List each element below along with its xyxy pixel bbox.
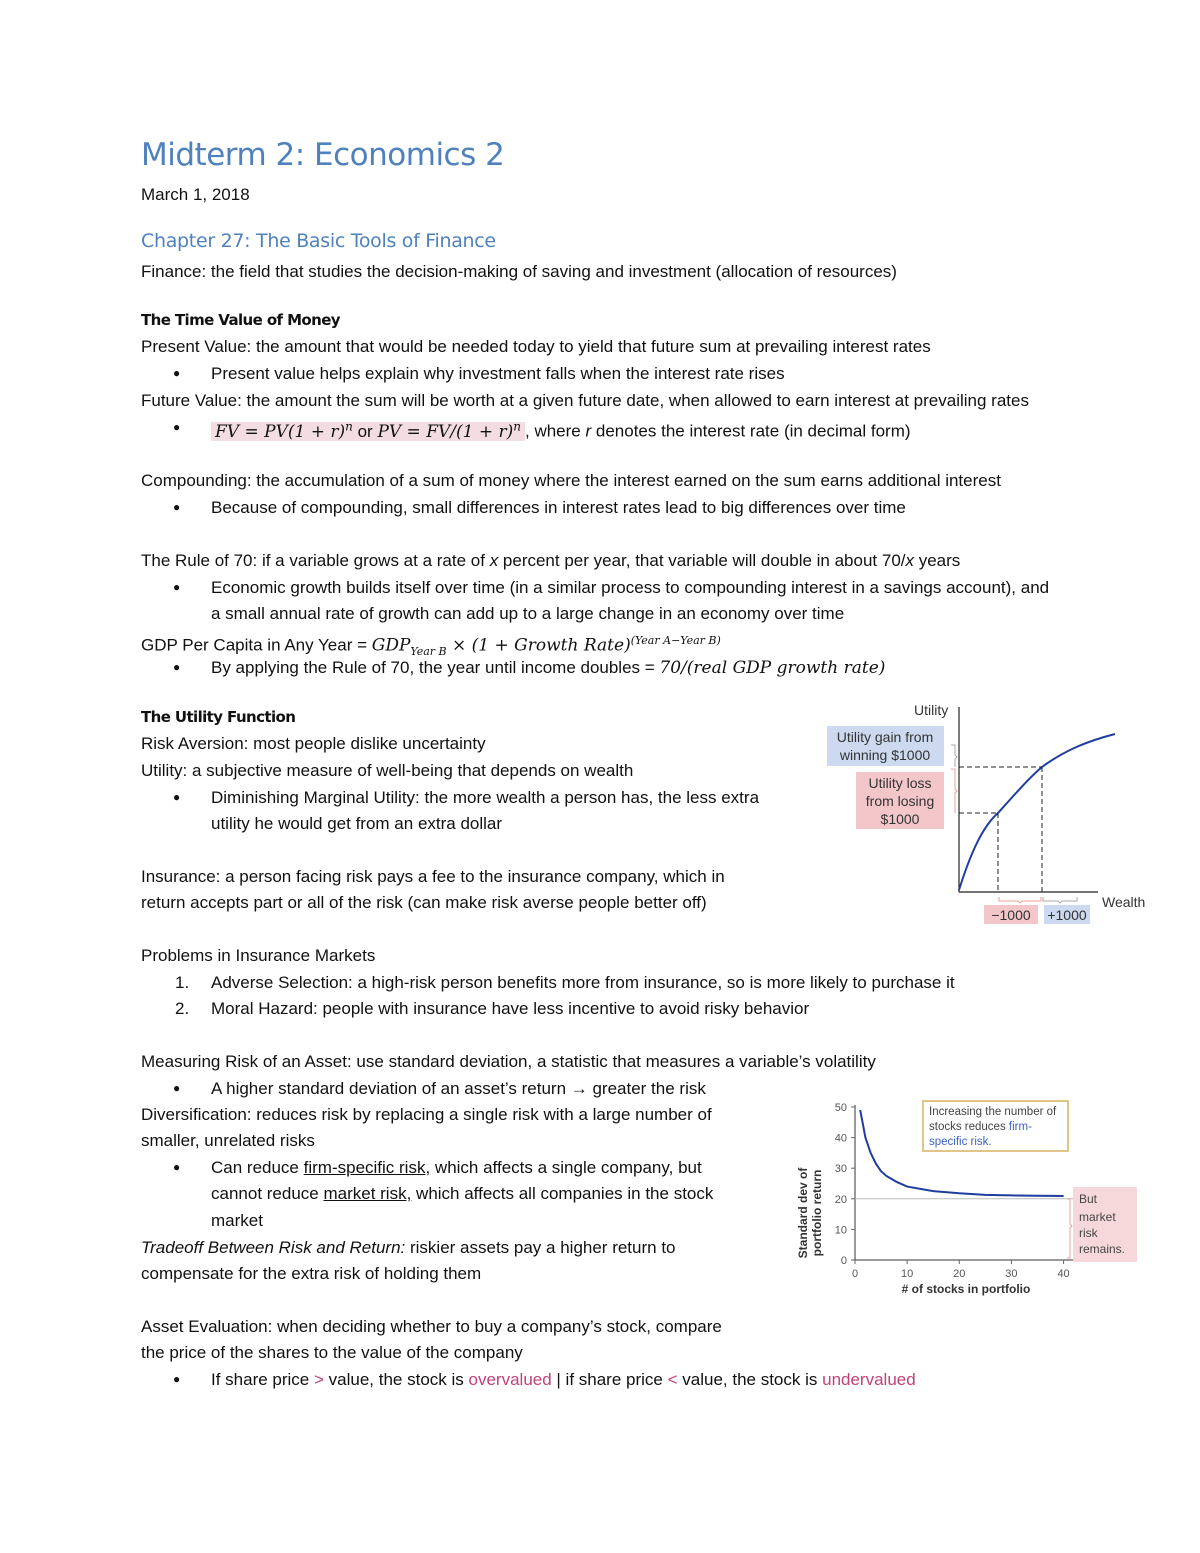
utility-chart	[820, 695, 1160, 930]
tradeoff-line1	[141, 1235, 676, 1261]
rule70-text-3: years	[914, 551, 961, 570]
formula-text: , where	[525, 421, 586, 441]
loss-label-3: $1000	[880, 811, 920, 827]
loss-label-1: Utility loss	[868, 775, 932, 791]
problem-number: 2.	[175, 999, 190, 1018]
pv-exponent: n	[513, 419, 521, 433]
y-tick-label: 20	[834, 1193, 847, 1206]
time-value-heading: The Time Value of Money	[141, 311, 340, 329]
tradeoff-italic: Tradeoff Between Risk and Return:	[141, 1238, 406, 1257]
dmu-line2: utility he would get from an extra dollar	[211, 814, 503, 833]
fv-formula: FV = PV(1 + r)	[215, 421, 346, 442]
x-axis-label: # of stocks in portfolio	[901, 1282, 1031, 1296]
gdp-bullet-text: By applying the Rule of 70, the year until income doubles =	[211, 658, 660, 677]
measuring-risk: Measuring Risk of an Asset: use standard deviation, a statistic that measures a variable’s volatility	[141, 1052, 876, 1071]
market-risk-brace	[1067, 1199, 1072, 1258]
measuring-bullet: A higher standard deviation of an asset’s return → greater the risk	[211, 1079, 706, 1098]
gdp-math-rest: × (1 + Growth Rate)	[446, 635, 631, 656]
insurance-line2: return accepts part or all of the risk (can make risk averse people better off)	[141, 893, 707, 912]
finance-definition: Finance: the field that studies the decision-making of saving and investment (allocation of resources)	[141, 262, 897, 281]
plus-brace	[1043, 897, 1077, 903]
y-axis-label-2: portfolio return	[810, 1169, 824, 1257]
rule70-x: x	[489, 551, 499, 570]
y-axis-label-1: Standard dev of	[796, 1167, 810, 1259]
div-text: which affects a single company, but	[430, 1158, 702, 1177]
utility-axis-label: Utility	[914, 702, 949, 718]
market-risk-annotation: remains.	[1079, 1242, 1126, 1256]
asset-text: | if share price	[551, 1370, 668, 1389]
firm-risk-annotation-1: Increasing the number of	[929, 1106, 1057, 1118]
wealth-axis-label: Wealth	[1102, 894, 1146, 910]
rule70-text-1: The Rule of 70: if a variable grows at a rate of	[141, 551, 490, 570]
future-value-definition: Future Value: the amount the sum will be worth at a given future date, when allowed to earn interest at prevailing rates	[141, 391, 1029, 410]
x-tick-label: 20	[953, 1268, 966, 1280]
problem-number: 1.	[175, 973, 190, 992]
page-title: Midterm 2: Economics 2	[141, 137, 505, 173]
asset-eval-bullet	[211, 1367, 916, 1393]
bullet: ●	[173, 420, 181, 434]
fv-exponent: n	[345, 419, 353, 433]
gain-label-2: winning $1000	[839, 747, 931, 763]
less-sign: <	[667, 1370, 678, 1389]
diversification-chart	[790, 1095, 1150, 1305]
annot-blue: firm-	[1008, 1121, 1032, 1133]
compounding-definition: Compounding: the accumulation of a sum of money where the interest earned on the sum earns additional interest	[141, 471, 1001, 490]
bullet: ●	[173, 1372, 181, 1386]
tradeoff-line2: compensate for the extra risk of holding them	[141, 1264, 482, 1283]
pv-formula: PV = FV/(1 + r)	[377, 421, 514, 442]
utility-heading: The Utility Function	[141, 708, 296, 726]
x-tick-label: 40	[1057, 1268, 1070, 1280]
gdp-sup: (Year A−Year B)	[630, 634, 721, 647]
tradeoff-rest: riskier assets pay a higher return to	[405, 1238, 676, 1257]
problem-item: Adverse Selection: a high-risk person benefits more from insurance, so is more likely to purchase it	[211, 973, 955, 992]
x-tick-label: 10	[901, 1268, 914, 1280]
overvalued: overvalued	[468, 1370, 552, 1389]
gdp-sub: Year B	[410, 645, 447, 659]
loss-brace	[951, 769, 957, 813]
div-text: cannot reduce	[211, 1184, 324, 1203]
problem-item: Moral Hazard: people with insurance have less incentive to avoid risky behavior	[211, 999, 810, 1018]
gdp-bullet-math: 70/(real GDP growth rate)	[659, 658, 886, 678]
gdp-label: GDP Per Capita in Any Year =	[141, 635, 372, 655]
y-tick-label: 50	[834, 1102, 847, 1114]
rule-of-70	[141, 548, 960, 574]
diversification-bullet-3: market	[211, 1211, 263, 1230]
firm-risk-annotation-2	[929, 1121, 1032, 1133]
present-value-definition: Present Value: the amount that would be needed today to yield that future sum at prevailing interest rates	[141, 337, 931, 356]
bullet: ●	[173, 1081, 181, 1095]
formula-text-2: denotes the interest rate (in decimal form)	[591, 421, 911, 441]
market-risk: market risk,	[323, 1184, 412, 1203]
undervalued: undervalued	[822, 1370, 916, 1389]
market-risk-annotation: But	[1079, 1192, 1098, 1206]
asset-eval-line2: the price of the shares to the value of the company	[141, 1343, 523, 1362]
rule70-x-2: x	[905, 551, 914, 570]
loss-label-2: from losing	[865, 793, 935, 809]
div-text: which affects all companies in the stock	[411, 1184, 714, 1203]
insurance-line1: Insurance: a person facing risk pays a fee to the insurance company, which in	[141, 867, 725, 886]
rule70-bullet-line2: a small annual rate of growth can add up to a large change in an economy over time	[211, 604, 845, 623]
diversification-line1: Diversification: reduces risk by replacing a single risk with a large number of	[141, 1105, 712, 1124]
y-tick-label: 0	[840, 1255, 847, 1267]
minus-label: −1000	[991, 907, 1031, 923]
asset-text: If share price	[211, 1370, 314, 1389]
rule70-bullet-line1: Economic growth builds itself over time (in a similar process to compounding interest in a savings account), and	[211, 578, 1050, 597]
diversification-bullet-1	[211, 1155, 702, 1181]
formula-r: r	[585, 421, 592, 441]
or-word: or	[357, 421, 373, 441]
plus-label: +1000	[1047, 907, 1087, 923]
date: March 1, 2018	[141, 185, 250, 204]
firm-specific-risk: firm-specific risk,	[303, 1158, 431, 1177]
bullet: ●	[173, 790, 181, 804]
x-tick-label: 30	[1005, 1268, 1018, 1280]
utility-definition: Utility: a subjective measure of well-being that depends on wealth	[141, 761, 634, 780]
bullet: ●	[173, 500, 181, 514]
utility-curve	[959, 734, 1115, 890]
div-text: Can reduce	[211, 1158, 304, 1177]
gain-label-1: Utility gain from	[836, 729, 934, 745]
asset-eval-line1: Asset Evaluation: when deciding whether to buy a company’s stock, compare	[141, 1317, 722, 1336]
asset-text: value, the stock is	[677, 1370, 823, 1389]
gdp-math: GDP	[371, 635, 411, 656]
chapter-heading: Chapter 27: The Basic Tools of Finance	[141, 230, 496, 252]
bullet: ●	[173, 660, 181, 674]
annot-text: stocks reduces	[929, 1121, 1009, 1133]
future-value-formula	[211, 413, 911, 445]
bullet: ●	[173, 1160, 181, 1174]
bullet: ●	[173, 580, 181, 594]
gain-brace	[951, 745, 957, 767]
present-value-bullet: Present value helps explain why investment falls when the interest rate rises	[211, 364, 785, 383]
compounding-bullet: Because of compounding, small differences in interest rates lead to big differences over time	[211, 498, 906, 517]
bullet: ●	[173, 366, 181, 380]
y-tick-label: 30	[834, 1163, 847, 1176]
dmu-line1: Diminishing Marginal Utility: the more wealth a person has, the less extra	[211, 788, 760, 807]
greater-sign: >	[314, 1370, 324, 1389]
y-tick-label: 40	[834, 1132, 847, 1145]
diversification-bullet-2	[211, 1181, 713, 1207]
risk-aversion: Risk Aversion: most people dislike uncertainty	[141, 734, 486, 753]
diversification-line2: smaller, unrelated risks	[141, 1131, 315, 1150]
market-risk-annotation: risk	[1079, 1226, 1098, 1240]
gdp-bullet	[211, 655, 885, 681]
firm-risk-annotation-3: specific risk.	[929, 1136, 992, 1148]
asset-text: value, the stock is	[323, 1370, 469, 1389]
market-risk-annotation: market	[1079, 1210, 1116, 1224]
y-tick-label: 10	[834, 1224, 847, 1237]
minus-brace	[999, 897, 1041, 903]
problems-heading: Problems in Insurance Markets	[141, 946, 376, 965]
rule70-text-2: percent per year, that variable will double in about 70/	[498, 551, 906, 570]
x-tick-label: 0	[851, 1268, 859, 1280]
